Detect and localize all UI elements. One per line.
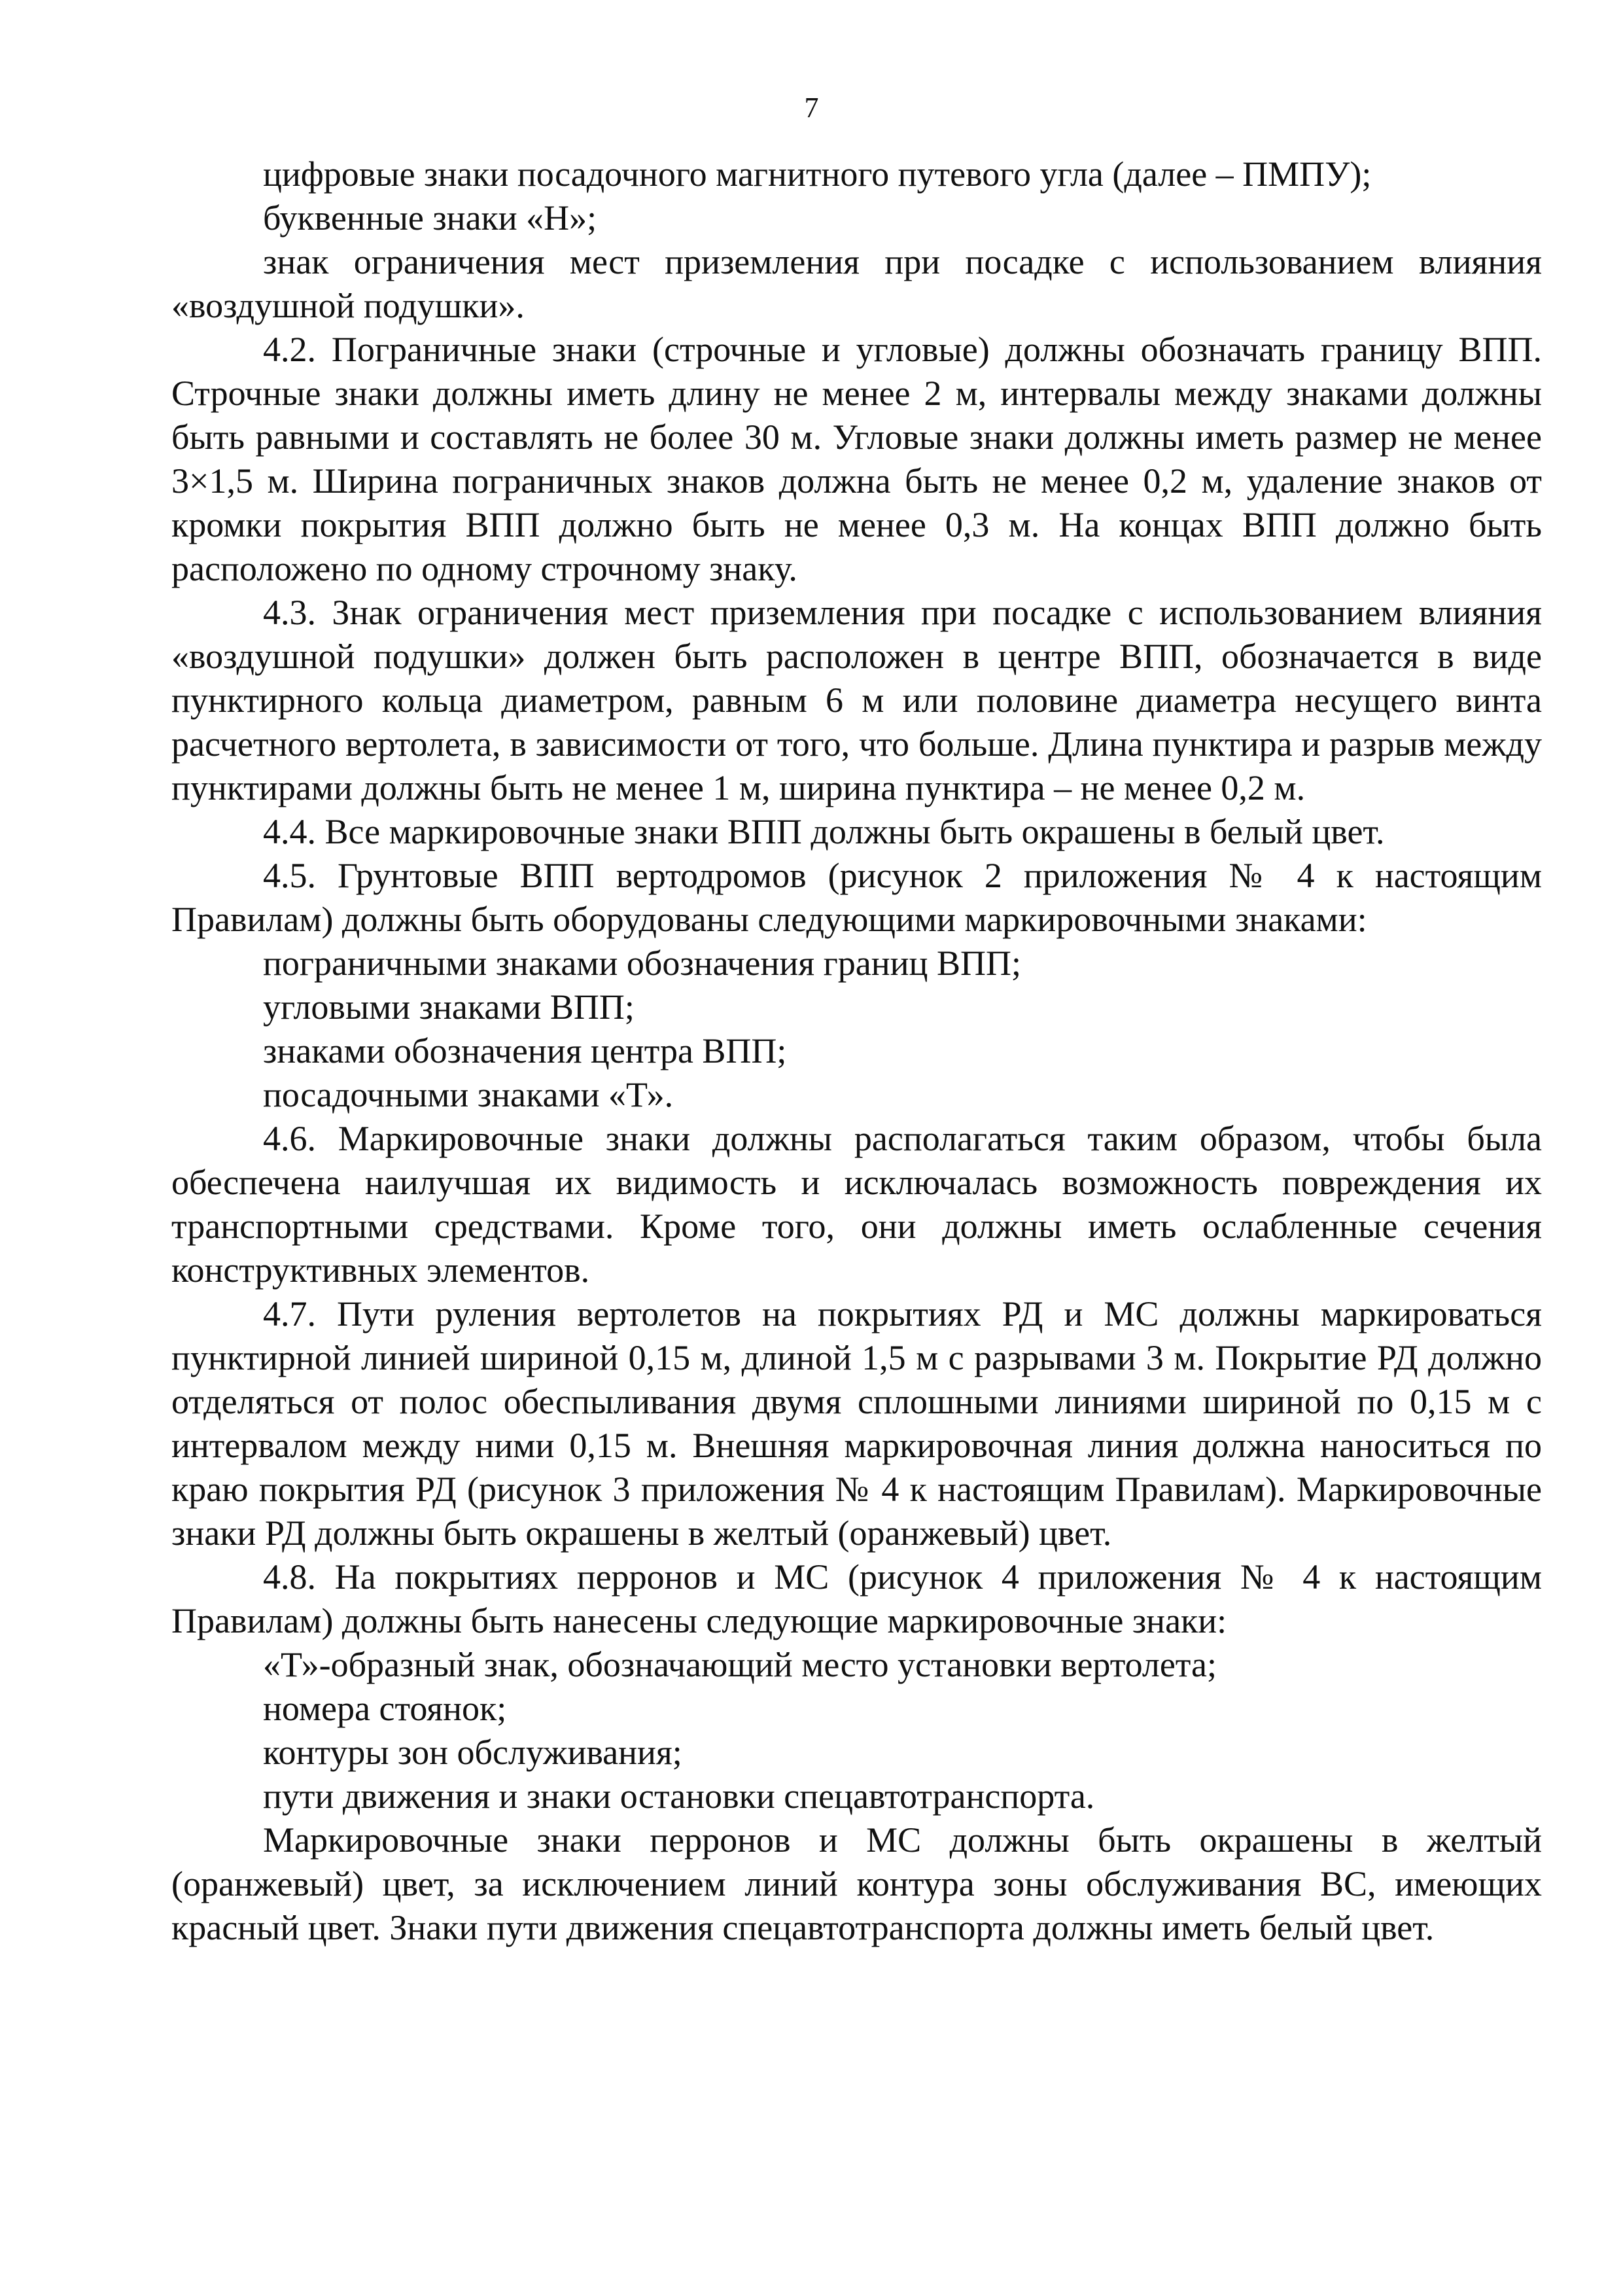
list-item-stand-numbers: номера стоянок;	[263, 1689, 507, 1728]
paragraph-air-cushion-sign: знак ограничения мест приземления при посадке с использованием влияния «воздушной подушки».	[171, 242, 1542, 325]
list-item-service-zones: контуры зон обслуживания;	[263, 1733, 682, 1772]
paragraph-digital-signs: цифровые знаки посадочного магнитного путевого угла (далее – ПМПУ);	[263, 154, 1372, 194]
paragraph-apron-colors: Маркировочные знаки перронов и МС должны быть окрашены в желтый (оранжевый) цвет, за исключением линий контура зоны обслуживания ВС, имеющих красный цвет. Знаки пути движения спецавтотранспорта должны иметь белый цвет.	[171, 1820, 1542, 1947]
document-body	[171, 152, 1542, 1950]
list-item-landing-t-signs: посадочными знаками «Т».	[263, 1075, 674, 1114]
paragraph-4-5: 4.5. Грунтовые ВПП вертодромов (рисунок 2 приложения № 4 к настоящим Правилам) должны быть оборудованы следующими маркировочными знаками:	[171, 856, 1542, 939]
list-item-corner-signs: угловыми знаками ВПП;	[263, 987, 635, 1027]
paragraph-4-7: 4.7. Пути руления вертолетов на покрытиях РД и МС должны маркироваться пунктирной линией шириной 0,15 м, длиной 1,5 м с разрывами 3 м. Покрытие РД должно отделяться от полос обеспыливания двумя сплошными линиями шириной по 0,15 м с интервалом между ними 0,15 м. Внешняя маркировочная линия должна наноситься по краю покрытия РД (рисунок 3 приложения № 4 к настоящим Правилам). Маркировочные знаки РД должны быть окрашены в желтый (оранжевый) цвет.	[171, 1294, 1542, 1553]
paragraph-4-8: 4.8. На покрытиях перронов и МС (рисунок 4 приложения № 4 к настоящим Правилам) должны быть нанесены следующие маркировочные знаки:	[171, 1557, 1542, 1640]
list-item-border-signs: пограничными знаками обозначения границ ВПП;	[263, 944, 1021, 983]
paragraph-4-2: 4.2. Пограничные знаки (строчные и угловые) должны обозначать границу ВПП. Строчные знаки должны иметь длину не менее 2 м, интервалы между знаками должны быть равными и составлять не более 30 м. Угловые знаки должны иметь размер не менее 3×1,5 м. Ширина пограничных знаков должна быть не менее 0,2 м, удаление знаков от кромки покрытия ВПП должно быть не менее 0,3 м. На концах ВПП должно быть расположено по одному строчному знаку.	[171, 330, 1542, 588]
paragraph-4-6: 4.6. Маркировочные знаки должны располагаться таким образом, чтобы была обеспечена наилучшая их видимость и исключалась возможность повреждения их транспортными средствами. Кроме того, они должны иметь ослабленные сечения конструктивных элементов.	[171, 1119, 1542, 1290]
paragraph-4-3: 4.3. Знак ограничения мест приземления при посадке с использованием влияния «воздушной подушки» должен быть расположен в центре ВПП, обозначается в виде пунктирного кольца диаметром, равным 6 м или половине диаметра несущего винта расчетного вертолета, в зависимости от того, что больше. Длина пунктира и разрыв между пунктирами должны быть не менее 1 м, ширина пунктира – не менее 0,2 м.	[171, 593, 1542, 807]
paragraph-letter-signs: буквенные знаки «Н»;	[263, 198, 597, 238]
list-item-center-signs: знаками обозначения центра ВПП;	[263, 1031, 787, 1070]
list-item-t-sign: «Т»-образный знак, обозначающий место установки вертолета;	[263, 1645, 1217, 1684]
list-item-vehicle-paths: пути движения и знаки остановки спецавтотранспорта.	[263, 1776, 1095, 1816]
paragraph-4-4: 4.4. Все маркировочные знаки ВПП должны быть окрашены в белый цвет.	[263, 812, 1385, 851]
page-number: 7	[804, 92, 819, 124]
